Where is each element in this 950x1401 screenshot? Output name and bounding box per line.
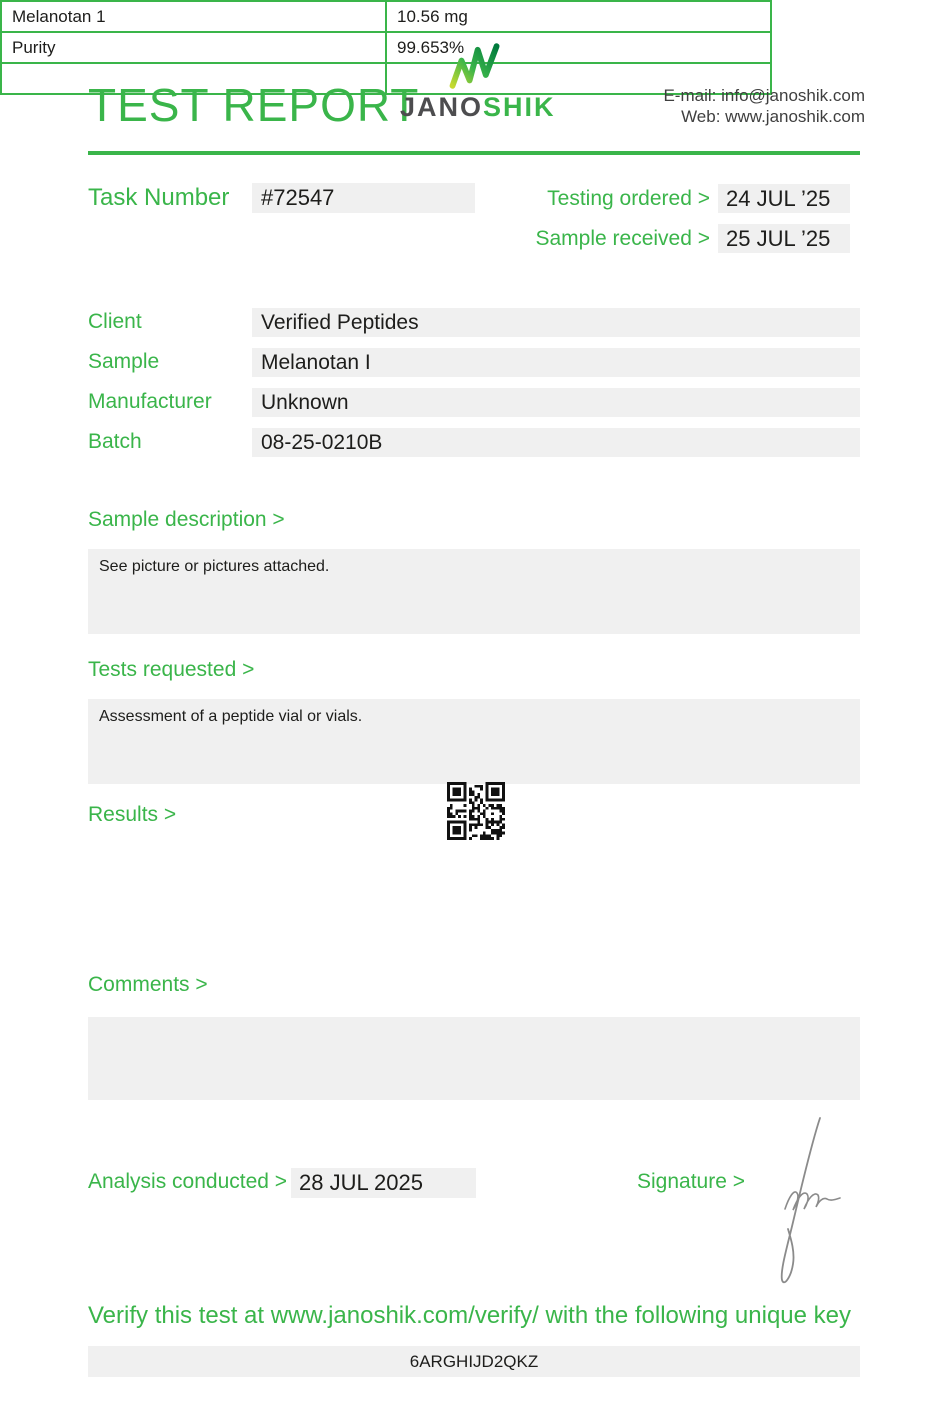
header-divider: [88, 151, 860, 155]
tests-requested-box: Assessment of a peptide vial or vials.: [88, 699, 860, 784]
unique-key-value: 6ARGHIJD2QKZ: [88, 1346, 860, 1377]
tests-requested-heading: Tests requested >: [88, 658, 255, 681]
signature-label: Signature >: [637, 1170, 745, 1193]
email-value: info@janoshik.com: [721, 86, 865, 105]
task-number-value: #72547: [252, 183, 475, 213]
web-line: [663, 106, 865, 127]
comments-heading: Comments >: [88, 973, 208, 996]
result-name: Melanotan 1: [1, 1, 386, 32]
qr-code-icon: [447, 782, 505, 840]
manufacturer-label: Manufacturer: [88, 390, 212, 413]
logo-text-dark: JANO: [400, 92, 484, 122]
batch-label: Batch: [88, 430, 142, 453]
logo-text-green: SHIK: [483, 92, 556, 122]
sample-description-box: See picture or pictures attached.: [88, 549, 860, 634]
sample-description-heading: Sample description >: [88, 508, 285, 531]
testing-ordered-value: 24 JUL ’25: [718, 184, 850, 213]
chart-peaks-icon: [448, 42, 502, 90]
analysis-conducted-label: Analysis conducted >: [88, 1170, 288, 1193]
client-value: Verified Peptides: [252, 308, 860, 337]
page-title: TEST REPORT: [88, 79, 420, 131]
sample-value: Melanotan I: [252, 348, 860, 377]
web-label: Web:: [681, 107, 721, 126]
janoshik-logo: [400, 42, 556, 123]
result-value: 10.56 mg: [386, 1, 771, 32]
batch-value: 08-25-0210B: [252, 428, 860, 457]
manufacturer-value: Unknown: [252, 388, 860, 417]
email-line: [663, 85, 865, 106]
handwritten-signature-icon: [758, 1112, 853, 1292]
comments-box: [88, 1017, 860, 1100]
web-value: www.janoshik.com: [725, 107, 865, 126]
email-label: E-mail:: [663, 86, 717, 105]
analysis-conducted-value: 28 JUL 2025: [291, 1168, 476, 1198]
contact-info: [663, 85, 865, 127]
sample-received-label: Sample received >: [535, 227, 710, 250]
results-heading: Results >: [88, 803, 177, 826]
sample-received-value: 25 JUL ’25: [718, 224, 850, 253]
table-row: [1, 32, 771, 63]
verify-instruction: Verify this test at www.janoshik.com/verify/ with the following unique key: [88, 1302, 852, 1329]
testing-ordered-label: Testing ordered >: [547, 187, 710, 210]
result-value: 99.653%: [386, 32, 771, 63]
client-label: Client: [88, 310, 142, 333]
table-row: [1, 1, 771, 32]
result-name: Purity: [1, 32, 386, 63]
logo-wordmark: [400, 92, 556, 123]
sample-label: Sample: [88, 350, 160, 373]
task-number-label: Task Number: [88, 184, 230, 211]
